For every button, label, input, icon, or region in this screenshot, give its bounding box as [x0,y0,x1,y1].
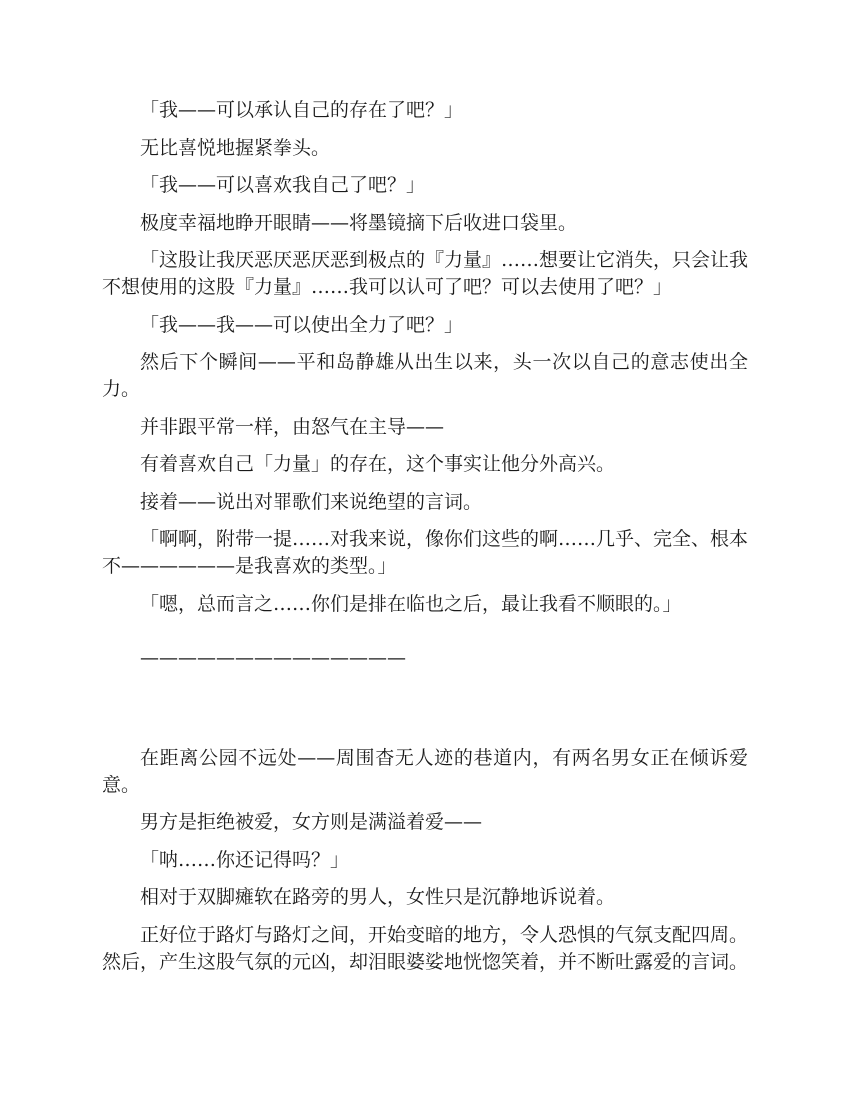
scene-break-gap [102,672,748,745]
paragraph: 然后下个瞬间——平和岛静雄从出生以来，头一次以自己的意志使出全力。 [102,351,748,400]
paragraph: 有着喜欢自己「力量」的存在，这个事实让他分外高兴。 [140,453,616,475]
paragraph: 极度幸福地睁开眼睛——将墨镜摘下后收进口袋里。 [140,211,578,234]
paragraph: 相对于双脚瘫软在路旁的男人，女性只是沉静地诉说着。 [140,886,616,908]
paragraph: 接着——说出对罪歌们来说绝望的言词。 [140,490,483,513]
paragraph: 无比喜悦地握紧拳头。 [140,136,331,159]
paragraph: 「呐……你还记得吗？」 [140,848,350,871]
document-page [102,97,748,986]
paragraph: 「啊啊，附带一提……对我来说，像你们这些的啊……几乎、完全、根本不——————是我喜欢的类型。」 [102,528,749,577]
paragraph: 并非跟平常一样，由怒气在主导—— [140,415,445,438]
paragraph: 「这股让我厌恶厌恶厌恶到极点的『力量』……想要让它消失，只会让我不想使用的这股『力量』……我可以认可了吧？可以去使用了吧？」 [102,249,749,298]
paragraph: 男方是拒绝被爱，女方则是满溢着爱—— [140,811,483,833]
scene-break-divider: —————————————— [140,646,406,669]
paragraph: 「我——可以承认自己的存在了吧？」 [140,99,464,121]
paragraph: 正好位于路灯与路灯之间，开始变暗的地方，令人恐惧的气氛支配四周。然后，产生这股气氛的元凶，却泪眼婆娑地恍惚笑着，并不断吐露爱的言词。 [102,923,749,973]
paragraph: 「嗯，总而言之……你们是排在临也之后，最让我看不顺眼的。」 [140,592,682,615]
paragraph: 「我——可以喜欢我自己了吧？」 [140,174,426,196]
paragraph: 在距离公园不远处——周围杳无人迹的巷道内，有两名男女正在倾诉爱意。 [102,746,748,796]
paragraph: 「我——我——可以使出全力了吧？」 [140,313,464,336]
